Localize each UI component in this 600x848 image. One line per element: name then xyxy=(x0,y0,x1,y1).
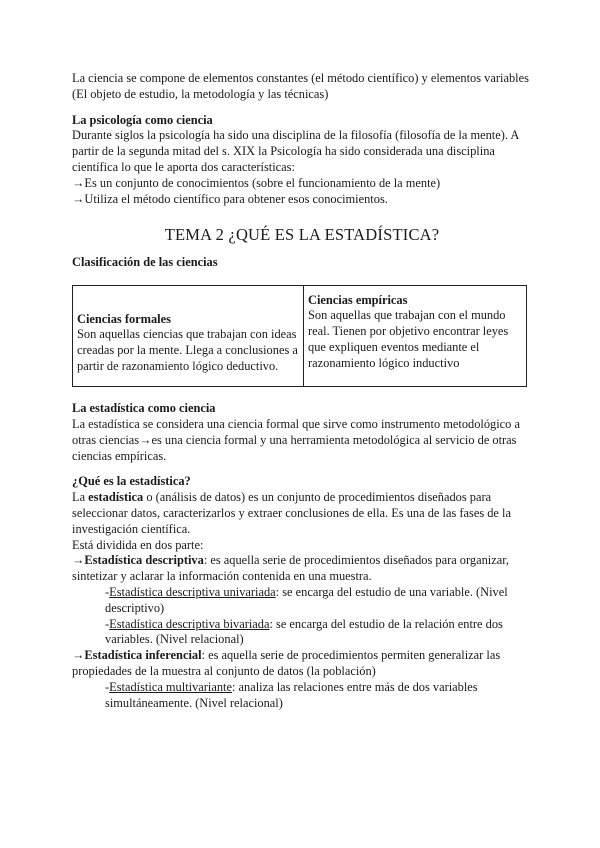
bivariada-text: : se encarga del estudio de la relación entre dos variables. (Nivel relacional) xyxy=(105,616,503,647)
univariada-text: : se encarga del estudio de una variable. (Nivel descriptivo) xyxy=(105,584,508,615)
clasificacion-table xyxy=(72,285,527,387)
psicologia-heading: La psicología como ciencia xyxy=(72,112,213,127)
estadistica-ciencia-body: La estadística se considera una ciencia formal que sirve como instrumento metodológico a otras ciencias→es una ciencia formal y una herramienta metodológica al servicio de otras ciencias empíricas. xyxy=(72,416,520,463)
p1-bold-term: estadística xyxy=(88,490,144,505)
empiricas-text: Son aquellas que trabajan con el mundo real. Tienen por objetivo encontrar leyes que expliquen eventos mediante el razonamiento lógico inductivo xyxy=(308,308,509,370)
inferencial-text: : es aquella serie de procedimientos permiten generalizar las propiedades de la muestra al conjunto de datos (la población) xyxy=(72,648,501,678)
psicologia-body: Durante siglos la psicología ha sido una disciplina de la filosofía (filosofía de la mente). A partir de la segunda mitad del s. XIX la Psicología ha sido considerada una disciplina científica lo que le aporta dos características: xyxy=(72,128,519,174)
empiricas-title: Ciencias empíricas xyxy=(308,292,408,307)
intro-line-1: La ciencia se compone de elementos constantes (el método científico) y elementos variables xyxy=(72,71,529,85)
descriptiva-bivariada xyxy=(72,617,532,649)
descriptiva-univariada xyxy=(72,585,532,617)
formales-text: Son aquellas ciencias que trabajan con ideas creadas por la mente. Llega a conclusiones a partir de razonamiento lógico deductivo. xyxy=(77,327,298,373)
p1-rest: o (análisis de datos) es un conjunto de procedimientos diseñados para seleccionar datos, caracterizarlos y extraer conclusiones de ella. Es una de las fases de la investigación científica. xyxy=(72,490,511,536)
intro-line-2: (El objeto de estudio, la metodología y las técnicas) xyxy=(72,86,329,101)
que-es-paragraph-2: Está dividida en dos parte: xyxy=(72,537,204,552)
formales-title: Ciencias formales xyxy=(77,311,171,326)
cell-empiricas xyxy=(304,286,527,387)
descriptiva-label: →Estadística descriptiva xyxy=(72,553,204,568)
estadistica-ciencia-heading: La estadística como ciencia xyxy=(72,401,216,416)
psicologia-point-1: →Es un conjunto de conocimientos (sobre el funcionamiento de la mente) xyxy=(72,175,441,190)
inferencial-multivariante xyxy=(72,680,532,712)
inferencial-paragraph xyxy=(72,648,532,680)
multivariante-label: Estadística multivariante xyxy=(109,679,232,694)
bivariada-label: Estadística descriptiva bivariada xyxy=(109,616,270,631)
tema-title: TEMA 2 ¿QUÉ ES LA ESTADÍSTICA? xyxy=(164,225,440,245)
psicologia-point-2: →Utiliza el método científico para obtener esos conocimientos. xyxy=(72,191,388,206)
clasificacion-heading: Clasificación de las ciencias xyxy=(72,255,218,270)
dash: - xyxy=(105,584,110,599)
multivariante-text: : analiza las relaciones entre más de dos variables simultáneamente. (Nivel relacional) xyxy=(105,679,478,710)
que-es-heading: ¿Qué es la estadística? xyxy=(72,474,191,489)
que-es-paragraph-1 xyxy=(72,490,532,537)
cell-formales xyxy=(73,286,304,387)
intro-paragraph xyxy=(72,71,532,103)
descriptiva-text: : es aquella serie de procedimientos diseñados para organizar, sintetizar y aclarar la información contenida en una muestra. xyxy=(72,553,509,584)
univariada-label: Estadística descriptiva univariada xyxy=(109,584,276,599)
document-content xyxy=(72,71,532,711)
dash: - xyxy=(105,616,110,631)
p1-start: La xyxy=(72,490,89,505)
dash: - xyxy=(105,679,110,694)
inferencial-label: →Estadística inferencial xyxy=(72,648,202,663)
table-row xyxy=(73,286,527,387)
descriptiva-paragraph xyxy=(72,553,532,585)
